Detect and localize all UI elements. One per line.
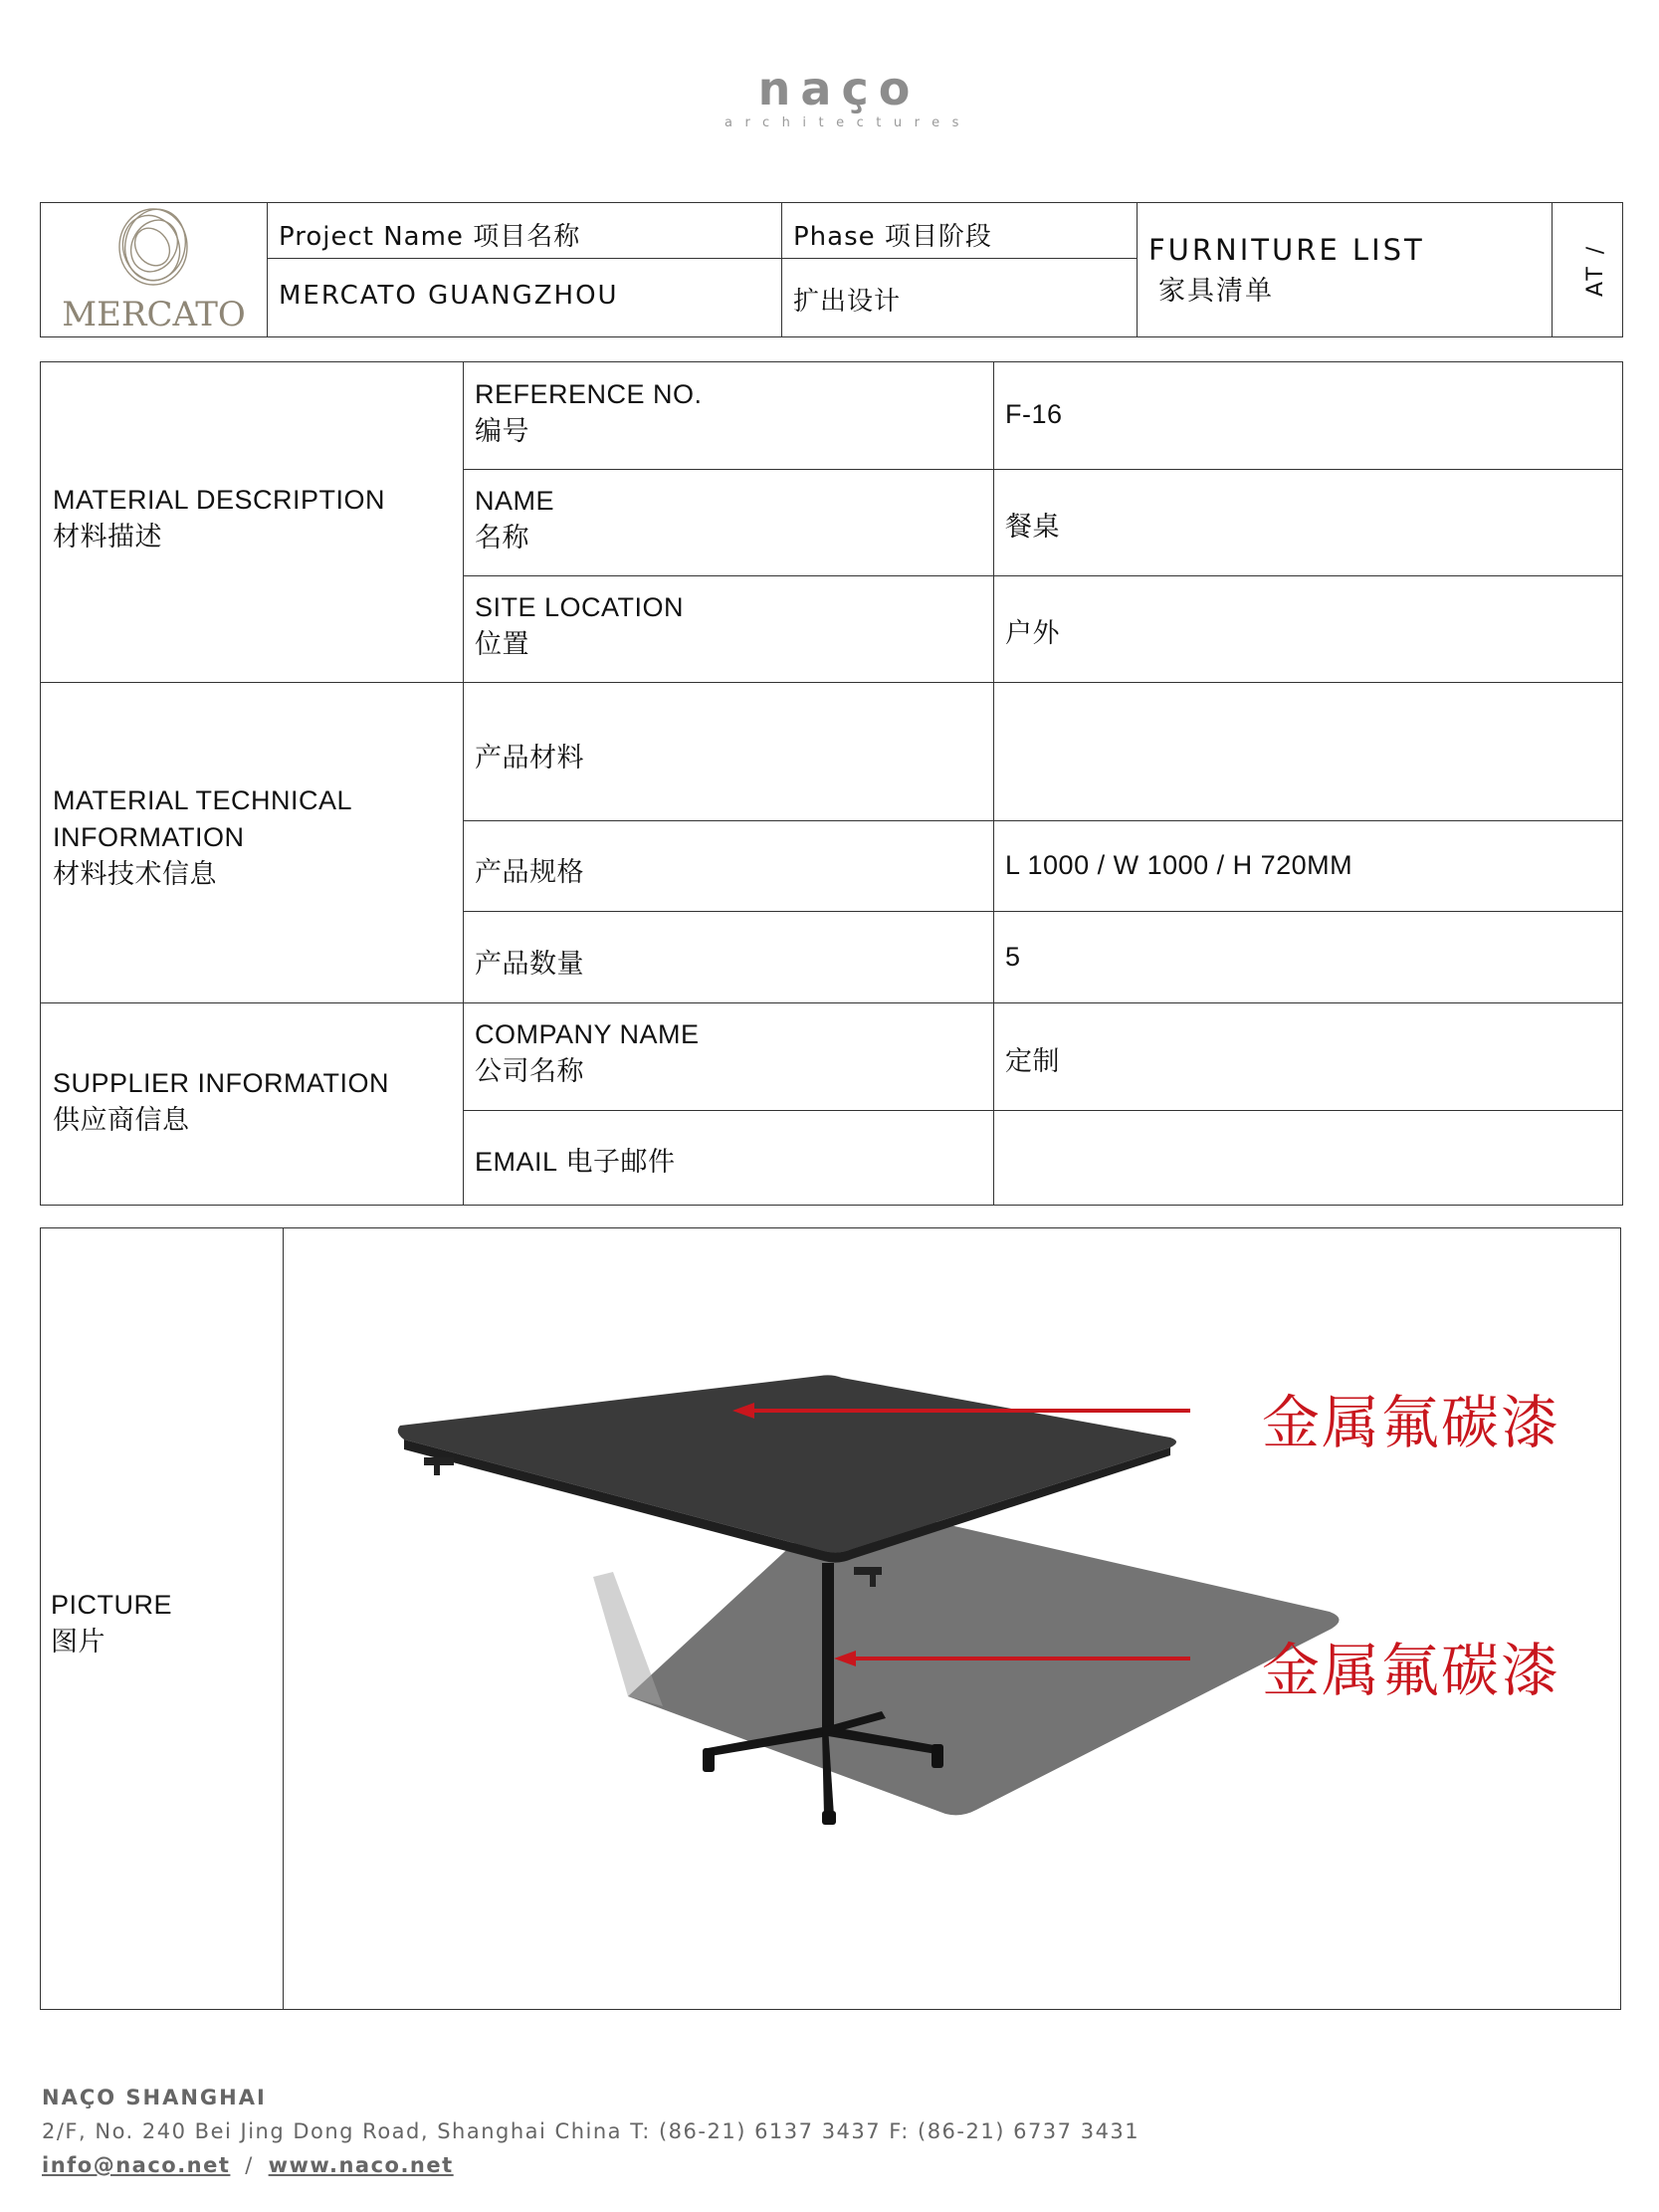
site-location-value: 户外 — [1005, 618, 1060, 648]
footer-email-link[interactable]: info@naco.net — [42, 2153, 231, 2177]
product-material-label: 产品材料 — [475, 743, 584, 773]
product-quantity-label: 产品数量 — [475, 949, 584, 979]
company-name-value: 定制 — [1005, 1046, 1060, 1076]
section-title-en-line2: INFORMATION — [53, 822, 245, 852]
naco-logo — [725, 62, 971, 130]
material-info-table — [40, 361, 1623, 1206]
project-name-label: Project Name 项目名称 — [279, 222, 581, 252]
reference-no-label — [475, 376, 703, 450]
footer-links — [42, 2148, 1140, 2182]
section-title-cn: 材料技术信息 — [53, 859, 217, 889]
section-title-en-line1: MATERIAL TECHNICAL — [53, 785, 353, 815]
label-en: SITE LOCATION — [475, 592, 685, 622]
project-name-value: MERCATO GUANGZHOU — [279, 281, 619, 311]
site-location-label — [475, 589, 684, 663]
table-illustration — [285, 1228, 1620, 2009]
section-title-cn: 供应商信息 — [53, 1105, 190, 1135]
company-name-label — [475, 1016, 700, 1090]
phase-value: 扩出设计 — [793, 287, 902, 317]
footer-website-link[interactable]: www.naco.net — [268, 2153, 454, 2177]
product-quantity-value: 5 — [1005, 942, 1021, 972]
picture-heading — [51, 1587, 172, 1660]
phase-label: Phase 项目阶段 — [793, 222, 992, 252]
picture-panel — [40, 1227, 1621, 2010]
mercato-logo-text: MERCATO — [62, 295, 246, 334]
label-en: COMPANY NAME — [475, 1019, 700, 1049]
product-spec-value: L 1000 / W 1000 / H 720MM — [1005, 850, 1353, 880]
annotation-top-finish: 金属氟碳漆 — [1262, 1389, 1561, 1456]
document-title-cn: 家具清单 — [1158, 276, 1274, 307]
email-label-cn: 电子邮件 — [565, 1147, 676, 1177]
document-title: FURNITURE LIST — [1148, 233, 1425, 267]
title-block — [40, 202, 1623, 337]
section-title-en: SUPPLIER INFORMATION — [53, 1068, 390, 1098]
material-description-heading — [53, 482, 385, 555]
email-label — [475, 1140, 676, 1179]
picture-label-en: PICTURE — [51, 1590, 173, 1620]
mercato-logo — [41, 203, 267, 336]
label-cn: 名称 — [475, 523, 529, 553]
footer-office: NAÇO SHANGHAI — [42, 2086, 267, 2109]
name-value: 餐桌 — [1005, 512, 1060, 542]
label-en: NAME — [475, 486, 555, 516]
footer-address: 2/F, No. 240 Bei Jing Dong Road, Shanghai China T: (86-21) 6137 3437 F: (86-21) 6737 3431 — [42, 2119, 1141, 2143]
picture-label-cn: 图片 — [51, 1627, 105, 1657]
naco-logo-wordmark: naço — [757, 62, 921, 115]
name-label — [475, 483, 554, 556]
technical-information-heading — [53, 782, 352, 893]
naco-logo-subtitle: architectures — [725, 115, 971, 130]
label-en: REFERENCE NO. — [475, 379, 703, 409]
section-title-en: MATERIAL DESCRIPTION — [53, 485, 386, 515]
email-label-en: EMAIL — [475, 1147, 558, 1177]
reference-no-value: F-16 — [1005, 399, 1063, 429]
label-cn: 位置 — [475, 629, 529, 659]
annotation-column-finish: 金属氟碳漆 — [1262, 1637, 1561, 1704]
sheet-code: AT / — [1583, 243, 1608, 297]
product-spec-label: 产品规格 — [475, 857, 584, 887]
supplier-information-heading — [53, 1065, 389, 1139]
footer — [42, 2081, 1140, 2182]
label-cn: 公司名称 — [475, 1056, 584, 1086]
label-cn: 编号 — [475, 416, 529, 446]
footer-separator: / — [245, 2153, 254, 2177]
section-title-cn: 材料描述 — [53, 522, 162, 552]
